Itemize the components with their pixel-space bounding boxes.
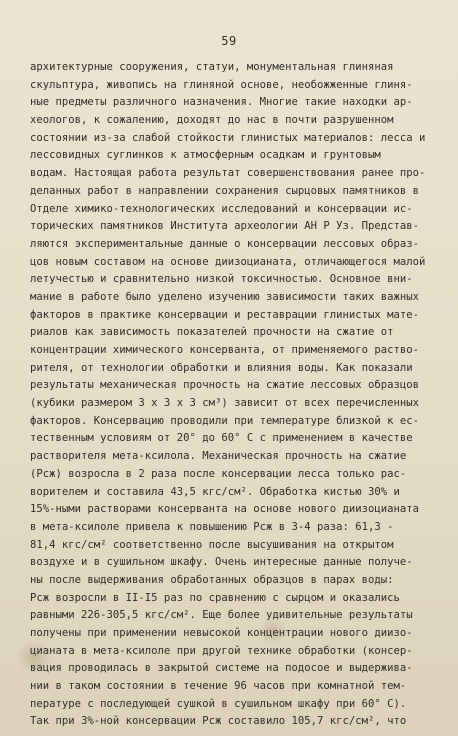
text-line: рителя, от технологии обработки и влияния воды. Как показали <box>30 361 413 374</box>
text-line: риалов как зависимость показателей прочности на сжатие от <box>30 326 394 339</box>
page-number: 59 <box>221 34 237 48</box>
text-line: воздухе и в сушильном шкафу. Очень интересные данные получе- <box>30 556 413 569</box>
text-line: ворителем и составила 43,5 кгс/см². Обработка кистью 30% и <box>30 485 400 498</box>
text-line: мание в работе было уделено изучению зависимости таких важных <box>30 290 420 303</box>
text-line: Так при 3%-ной консервации Рсж составило 105,7 кгс/см², что <box>30 715 407 728</box>
text-line: архитектурные сооружения, статуи, монументальная глиняная <box>30 61 394 73</box>
text-line: факторов. Консервацию проводили при температуре близкой к ес- <box>30 414 420 427</box>
text-line: торических памятников Института археологии АН Р Уз. Представ- <box>30 220 420 233</box>
text-line: растворителя мета-ксилола. Механическая прочность на сжатие <box>30 450 407 463</box>
text-line: 15%-ными растворами консерванта на основе нового диизоцианата <box>30 503 420 516</box>
text-line: тественным условиям от 20° до 60° С с применением в качестве <box>30 432 413 445</box>
text-line: деланных работ в направлении сохранения сырцовых памятников в <box>30 184 420 197</box>
text-line: вация проводилась в закрытой системе на подосое и выдержива- <box>30 662 413 675</box>
text-line: получены при применении невысокой концентрации нового диизо- <box>30 627 413 639</box>
text-line: факторов в практике консервации и реставрации глинистых мате- <box>30 308 420 321</box>
text-line: Рсж возросли в II-I5 раз по сравнению с сырцом и оказались <box>30 591 400 604</box>
text-line: 81,4 кгс/см² соответственно после высушивания на открытом <box>30 538 394 551</box>
text-line: концентрации химического консерванта, от применяемого раство- <box>30 344 420 356</box>
text-line: лессовидных суглинков к атмосферным осадкам и грунтовым <box>30 149 381 162</box>
text-line: скульптура, живопись на глиняной основе, необожженные глиня- <box>30 78 413 91</box>
text-line: летучестью и сравнительно низкой токсичностью. Основное вни- <box>30 273 413 286</box>
text-line: хеологов, к сожалению, доходят до нас в почти разрушенном <box>30 114 394 127</box>
text-line: в мета-ксилоле привела к повышению Рсж в 3-4 раза: 61,3 - <box>30 520 394 533</box>
text-line: нии в таком состоянии в течение 96 часов при комнатной тем- <box>30 680 407 693</box>
text-line: равными 226-305,5 кгс/см². Еще более удивительные результаты <box>30 609 413 622</box>
text-line: (кубики размером 3 х 3 х 3 см³) зависит от всех перечисленных <box>30 397 420 410</box>
text-line: (Рсж) возросла в 2 раза после консервации лесса только рас- <box>30 467 407 480</box>
text-line: Отделе химико-технологических исследований и консервации ис- <box>30 202 413 215</box>
text-line: водам. Настоящая работа результат совершенствования ранее про- <box>30 167 426 180</box>
text-line: результаты механическая прочность на сжатие лессовых образцов <box>30 379 420 392</box>
text-line: ные предметы различного назначения. Многие такие находки ар- <box>30 96 413 109</box>
body-text <box>30 59 440 731</box>
text-line: цианата в мета-ксилоле при другой технике обработки (консер- <box>30 644 413 657</box>
text-line: состоянии из-за слабой стойкости глинистых материалов: лесса и <box>30 131 426 144</box>
text-line: ляются экспериментальные данные о консервации лессовых образ- <box>30 237 420 250</box>
text-line: ны после выдерживания обработанных образцов в парах воды: <box>30 573 394 586</box>
text-line: пературе с последующей сушкой в сушильном шкафу при 60° С). <box>30 697 407 710</box>
text-line: цов новым составом на основе диизоцианата, отличающегося малой <box>30 255 426 268</box>
